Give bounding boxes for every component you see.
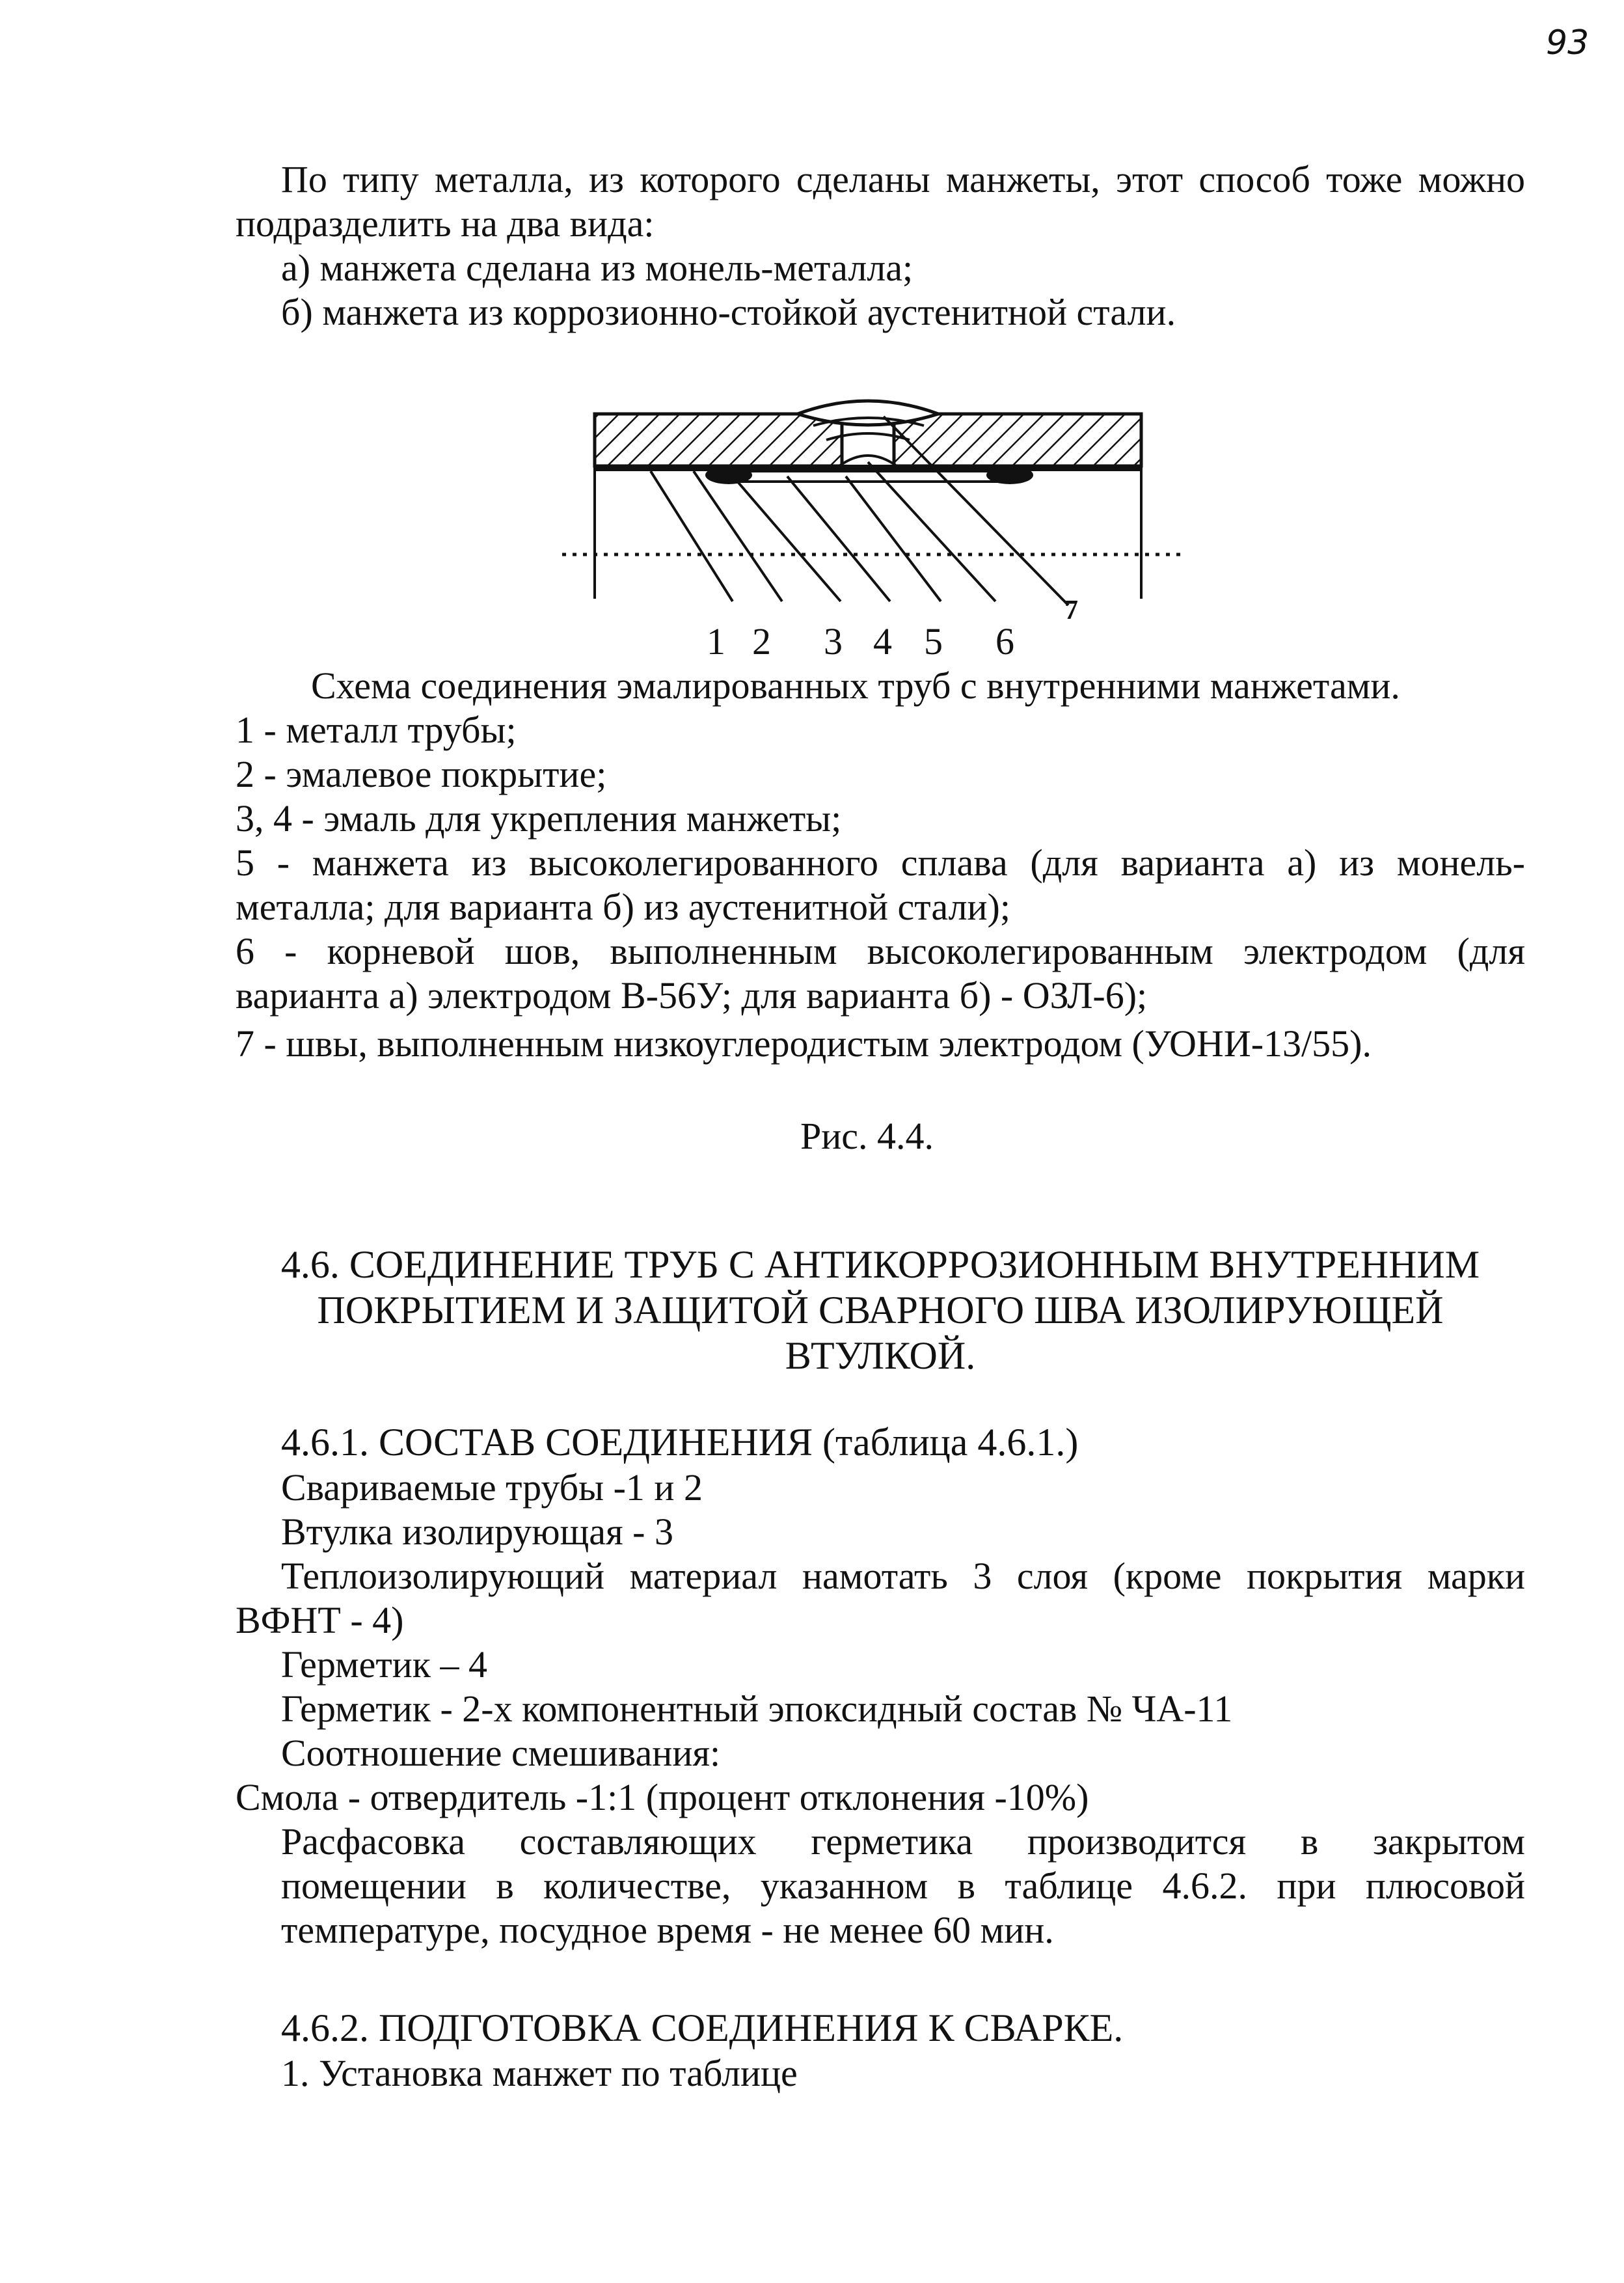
pipe-joint-diagram (540, 390, 1197, 638)
preparation-step-1: 1. Установка манжет по таблице (281, 2052, 798, 2094)
intro-line-2: подразделить на два вида: (236, 202, 655, 245)
composition-sleeve: Втулка изолирующая - 3 (281, 1511, 673, 1553)
intro-item-a: а) манжета сделана из монель-металла; (281, 247, 914, 289)
figure-caption: Схема соединения эмалированных труб с внутренними манжетами. (311, 664, 1400, 707)
section-title-line-3: ВТУЛКОЙ. (785, 1334, 976, 1377)
composition-packing-line-1: Расфасовка составляющих герметика производится в закрытом (281, 1820, 1525, 1863)
composition-mix-ratio-label: Соотношение смешивания: (281, 1732, 721, 1774)
preparation-heading: 4.6.2. ПОДГОТОВКА СОЕДИНЕНИЯ К СВАРКЕ. (281, 2006, 1124, 2049)
inner-cuff (722, 471, 1015, 482)
composition-insulation-line-1: Теплоизолирующий материал намотать 3 слоя (кроме покрытия марки (281, 1555, 1525, 1597)
legend-3-4: 3, 4 - эмаль для укрепления манжеты; (236, 797, 842, 840)
label-3: 3 (824, 620, 843, 663)
pipe-wall-left (595, 414, 842, 466)
label-4: 4 (873, 620, 892, 663)
page-number: 93 (1546, 23, 1590, 62)
section-title-line-2: ПОКРЫТИЕМ И ЗАЩИТОЙ СВАРНОГО ШВА ИЗОЛИРУЮЩЕЙ (317, 1289, 1444, 1332)
composition-sealant-type: Герметик - 2-х компонентный эпоксидный состав № ЧА-11 (281, 1688, 1233, 1730)
intro-line-1: По типу металла, из которого сделаны манжеты, этот способ тоже можно (281, 158, 1525, 200)
enamel-fix-left (705, 466, 752, 484)
legend-6-line-2: варианта а) электродом В-56У; для варианта б) - ОЗЛ-6); (236, 974, 1148, 1017)
composition-packing-line-3: температуре, посудное время - не менее 60 мин. (281, 1909, 1054, 1951)
composition-sealant: Герметик – 4 (281, 1643, 487, 1686)
label-7: 7 (1064, 595, 1078, 625)
legend-7: 7 - швы, выполненным низкоуглеродистым электродом (УОНИ-13/55). (236, 1022, 1372, 1065)
label-1: 1 (707, 620, 725, 663)
legend-5-line-2: металла; для варианта б) из аустенитной стали); (236, 886, 1010, 928)
composition-heading: 4.6.1. СОСТАВ СОЕДИНЕНИЯ (таблица 4.6.1.) (281, 1421, 1079, 1464)
legend-2: 2 - эмалевое покрытие; (236, 753, 607, 795)
legend-6-line-1: 6 - корневой шов, выполненным высоколегированным электродом (для (236, 930, 1525, 972)
composition-pipes: Свариваемые трубы -1 и 2 (281, 1466, 703, 1509)
composition-packing-line-2: помещении в количестве, указанном в таблице 4.6.2. при плюсовой (281, 1865, 1525, 1907)
figure-number: Рис. 4.4. (800, 1115, 934, 1157)
legend-1: 1 - металл трубы; (236, 709, 517, 751)
enamel-fix-right (986, 466, 1033, 484)
intro-item-b: б) манжета из коррозионно-стойкой аустенитной стали. (281, 291, 1176, 333)
pipe-wall-right (894, 414, 1141, 466)
composition-insulation-line-2: ВФНТ - 4) (236, 1599, 404, 1641)
label-6: 6 (995, 620, 1014, 663)
label-5: 5 (924, 620, 943, 663)
section-title-line-1: 4.6. СОЕДИНЕНИЕ ТРУБ С АНТИКОРРОЗИОННЫМ ВНУТРЕННИМ (280, 1243, 1480, 1286)
legend-5-line-1: 5 - манжета из высоколегированного сплава (для варианта а) из монель- (236, 841, 1525, 884)
composition-resin: Смола - отвердитель -1:1 (процент отклонения -10%) (236, 1776, 1089, 1818)
label-2: 2 (752, 620, 771, 663)
